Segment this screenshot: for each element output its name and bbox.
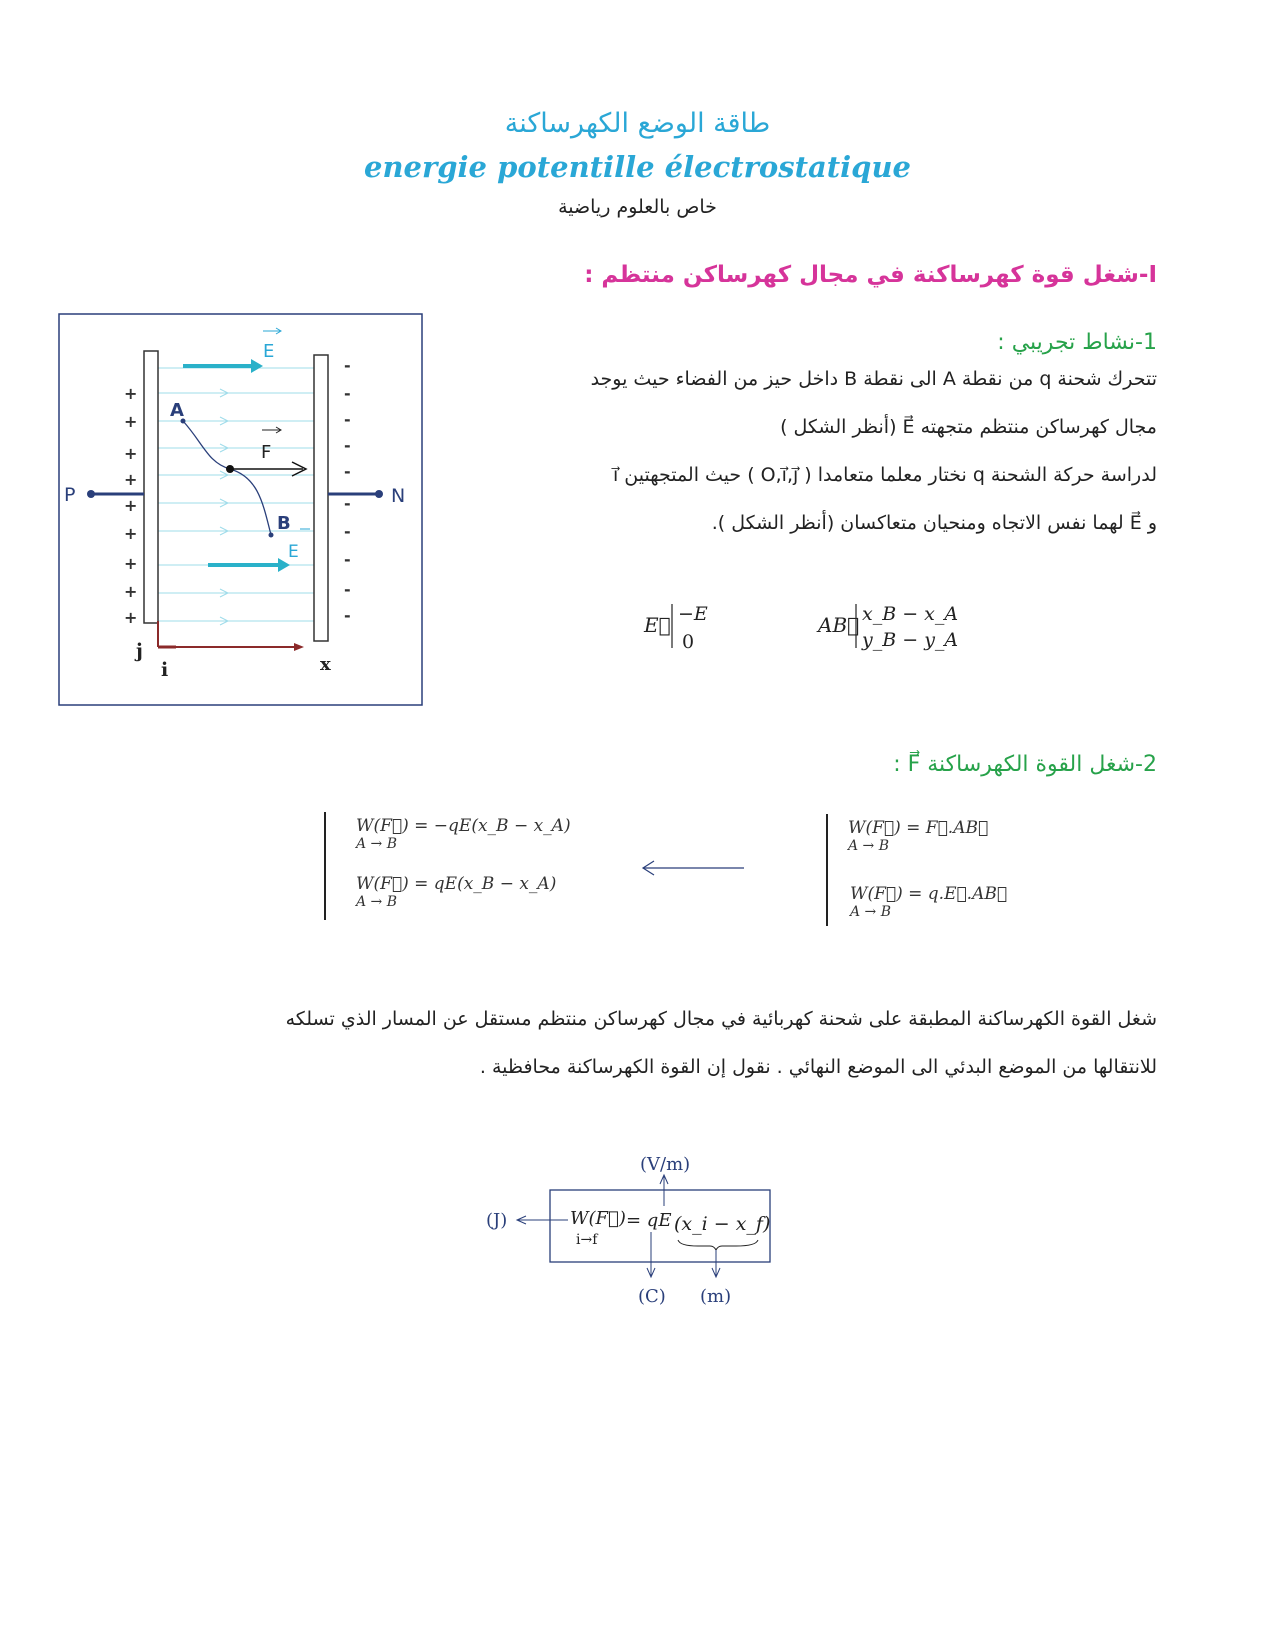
- activity-line-4: و E⃗ لهما نفس الاتجاه ومنحيان متعاكسان (أنظر الشكل ).: [711, 512, 1157, 534]
- minus-sign: -: [344, 410, 351, 429]
- unit-V-per-m: (V/m): [640, 1154, 691, 1175]
- arrow-left-icon: [640, 858, 746, 878]
- plus-sign: +: [124, 524, 138, 543]
- units-formula-rhs: = qE: [626, 1210, 672, 1231]
- page-title-french: energie potentille électrostatique: [364, 150, 911, 184]
- positive-plate: [144, 351, 158, 623]
- activity-line-3: لدراسة حركة الشحنة q نختار معلما متعامدا ( O,i⃗,j⃗ ) حيث المتجهتين i⃗: [612, 464, 1157, 486]
- units-formula-lhs: W(F⃗): [570, 1208, 626, 1229]
- vector-AB-label: AB⃗: [818, 613, 860, 637]
- label-B: B: [277, 513, 291, 534]
- right-eq-2-sub: A → B: [850, 904, 892, 920]
- label-N: N: [391, 485, 406, 507]
- plus-sign: +: [124, 608, 138, 627]
- unit-m: (m): [700, 1286, 732, 1307]
- minus-sign: -: [344, 462, 351, 481]
- section2-title: 2-شغل القوة الكهرساكنة F⃗ :: [893, 752, 1157, 777]
- conclusion-line-2: للانتقالها من الموضع البدئي الى الموضع النهائي . نقول إن القوة الكهرساكنة محافظية .: [479, 1056, 1157, 1078]
- activity-line-1: تتحرك شحنة q من نقطة A الى نقطة B داخل حيز من الفضاء حيث يوجد: [590, 368, 1157, 390]
- minus-sign: -: [344, 606, 351, 625]
- units-formula-paren: (x_i − x_f): [674, 1213, 771, 1235]
- page-title-arabic: طاقة الوضع الكهرساكنة: [504, 108, 771, 139]
- plus-sign: +: [124, 582, 138, 601]
- plus-sign: +: [124, 554, 138, 573]
- label-A: A: [170, 400, 184, 421]
- plus-sign: +: [124, 470, 138, 489]
- section1-title: I-شغل قوة كهرساكنة في مجال كهرساكن منتظم :: [584, 262, 1157, 288]
- left-equations-bar: [324, 812, 326, 920]
- vector-E-label: E⃗: [644, 613, 671, 637]
- minus-sign: -: [344, 356, 351, 375]
- plus-sign: +: [124, 444, 138, 463]
- page-subtitle: خاص بالعلوم رياضية: [558, 196, 717, 218]
- label-E-top: E: [263, 341, 275, 362]
- units-formula-sub: i→f: [576, 1232, 598, 1248]
- left-eq-1: W(F⃗) = −qE(x_B − x_A) A → B: [356, 816, 571, 852]
- conclusion-line-1: شغل القوة الكهرساكنة المطبقة على شحنة كهربائية في مجال كهرساكن منتظم مستقل عن المسار الذي تسلكه: [285, 1008, 1157, 1030]
- minus-sign: -: [344, 550, 351, 569]
- minus-sign: -: [344, 522, 351, 541]
- right-eq-1: W(F⃗) = F⃗.AB⃗ A → B: [848, 818, 989, 854]
- right-eq-1-sub: A → B: [848, 838, 890, 854]
- vector-E-svg: [640, 596, 750, 656]
- plus-sign: +: [124, 384, 138, 403]
- label-P: P: [64, 484, 76, 506]
- vector-E-components: [640, 596, 750, 660]
- vector-AB-svg: [816, 596, 986, 656]
- negative-plate: [314, 355, 328, 641]
- vector-E-x: −E: [678, 603, 708, 625]
- left-eq-2: W(F⃗) = qE(x_B − x_A) A → B: [356, 874, 557, 910]
- vector-AB-y: y_B − y_A: [862, 629, 959, 651]
- activity-title: 1-نشاط تجريبي :: [997, 330, 1157, 355]
- plus-sign: +: [124, 412, 138, 431]
- label-F: F: [261, 442, 272, 463]
- label-E-mid: E: [288, 542, 299, 562]
- left-eq-2-sub: A → B: [356, 894, 398, 910]
- minus-sign: -: [344, 580, 351, 599]
- right-eq-2: W(F⃗) = q.E⃗.AB⃗ A → B: [850, 884, 1008, 920]
- vector-AB-components: [816, 596, 986, 660]
- activity-line-2: مجال كهرساكن منتظم متجهته E⃗ (أنظر الشكل ): [780, 416, 1157, 438]
- left-arrow: [640, 858, 746, 882]
- minus-sign: -: [344, 494, 351, 513]
- capacitor-svg: [58, 313, 424, 707]
- units-svg: [470, 1148, 790, 1320]
- units-diagram: [470, 1148, 790, 1324]
- unit-C: (C): [638, 1286, 666, 1307]
- plus-sign: +: [124, 496, 138, 515]
- vector-AB-x: x_B − x_A: [862, 603, 959, 625]
- minus-sign: -: [344, 436, 351, 455]
- unit-J: (J): [486, 1210, 508, 1231]
- vector-E-y: 0: [682, 631, 695, 653]
- label-j: j: [136, 640, 143, 662]
- minus-sign: -: [344, 384, 351, 403]
- label-x: x: [320, 654, 331, 675]
- label-i: i: [161, 659, 169, 681]
- left-eq-1-sub: A → B: [356, 836, 398, 852]
- right-equations-bar: [826, 814, 828, 926]
- capacitor-figure: [58, 313, 424, 711]
